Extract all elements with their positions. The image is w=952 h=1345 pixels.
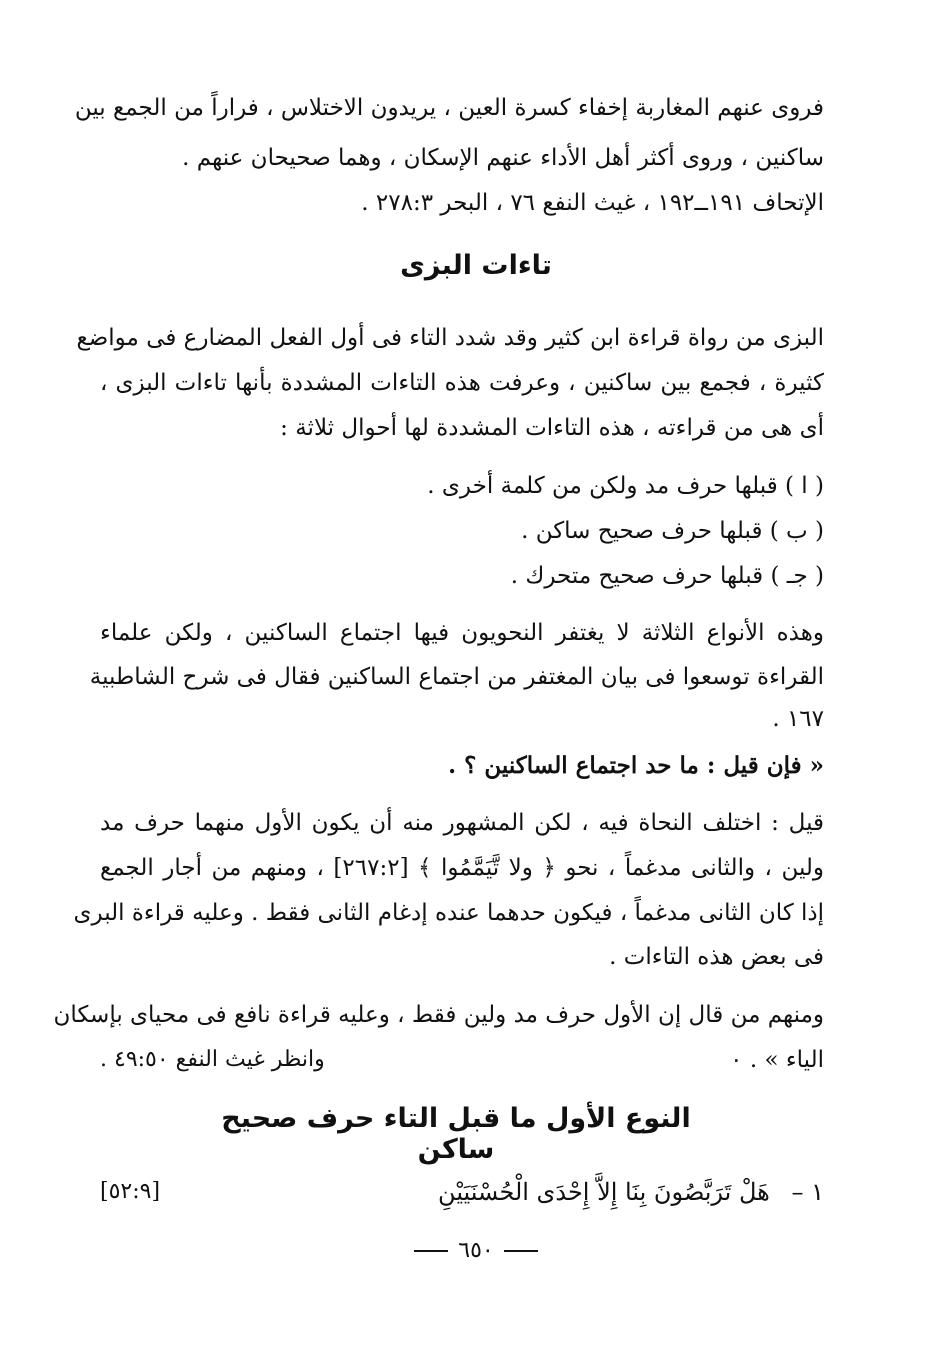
verse-content: هَلْ تَرَبَّصُونَ بِنَا إِلاَّ إِحْدَى الْحُسْنَيَيْنِ [438, 1178, 770, 1206]
text-line: قيل : اختلف النحاة فيه ، لكن المشهور منه أن يكون الأول منهما حرف مد [100, 810, 824, 836]
text-line: إذا كان الثانى مدغماً ، فيكون حدهما عنده إدغام الثانى فقط . وعليه قراءة البرى [73, 900, 824, 926]
text-line: الياء » . ٠ [730, 1047, 824, 1073]
verse-number: ١ – [791, 1178, 824, 1206]
reference-note: وانظر غيث النفع ٤٩:٥٠ . [100, 1047, 325, 1072]
text-line: ١٦٧ . [772, 706, 824, 732]
dash-icon [504, 1250, 538, 1252]
text-line: أى هى من قراءته ، هذه التاءات المشددة لها أحوال ثلاثة : [280, 415, 824, 441]
citation-line: الإتحاف ١٩١ــ١٩٢ ، غيث النفع ٧٦ ، البحر ٢٧٨:٣ . [361, 190, 824, 216]
text-line: القراءة توسعوا فى بيان المغتفر من اجتماع الساكنين فقال فى شرح الشاطبية [89, 664, 824, 690]
list-item: ( ب ) قبلها حرف صحيح ساكن . [521, 518, 824, 544]
section-title: النوع الأول ما قبل التاء حرف صحيح ساكن [221, 1103, 691, 1165]
text-line: فى بعض هذه التاءات . [609, 944, 824, 970]
dash-icon [414, 1250, 448, 1252]
page-number: ٦٥٠ [0, 1238, 952, 1263]
quote-question: « فإن قيل : ما حد اجتماع الساكنين ؟ . [448, 752, 824, 779]
text-line: وهذه الأنواع الثلاثة لا يغتفر النحويون فيها اجتماع الساكنين ، ولكن علماء [100, 620, 824, 646]
text-line: البزى من رواة قراءة ابن كثير وقد شدد التاء فى أول الفعل المضارع فى مواضع [76, 325, 824, 351]
list-item: ( جـ ) قبلها حرف صحيح متحرك . [510, 563, 824, 589]
text-line: ولين ، والثانى مدغماً ، نحو ﴿ ولا تَّيَمَّمُوا ﴾ [٢٦٧:٢] ، ومنهم من أجار الجمع [100, 855, 825, 881]
list-item: ( ا ) قبلها حرف مد ولكن من كلمة أخرى . [427, 473, 824, 499]
text-line: كثيرة ، فجمع بين ساكنين ، وعرفت هذه التاءات المشددة بأنها تاءات البزى ، [100, 370, 824, 396]
verse-reference: [٥٢:٩] [100, 1179, 161, 1204]
text-line: ساكنين ، وروى أكثر أهل الأداء عنهم الإسكان ، وهما صحيحان عنهم . [182, 145, 824, 171]
text-line: فروى عنهم المغاربة إخفاء كسرة العين ، يريدون الاختلاس ، فراراً من الجمع بين [74, 95, 824, 121]
section-title: تاءات البزى [400, 250, 552, 281]
text-line: ومنهم من قال إن الأول حرف مد ولين فقط ، وعليه قراءة نافع فى محياى بإسكان [53, 1002, 824, 1028]
verse-text [100, 1172, 824, 1212]
